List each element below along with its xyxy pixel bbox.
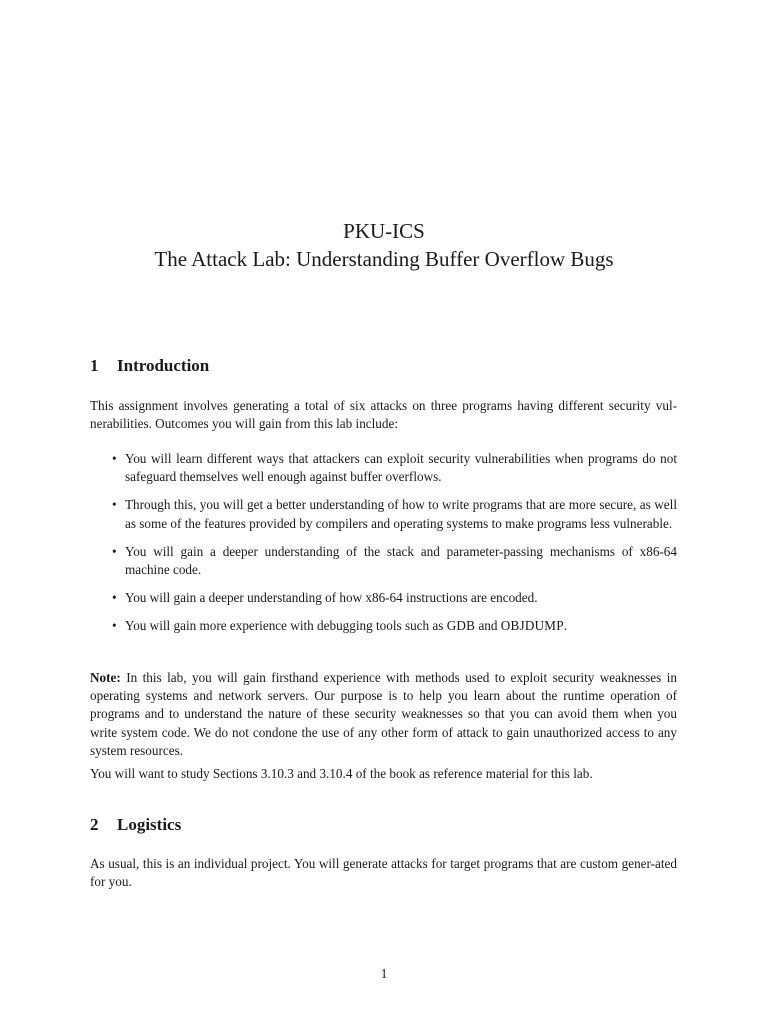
section-title: Logistics <box>117 815 182 834</box>
course-name: PKU-ICS <box>343 219 425 243</box>
list-item <box>112 543 677 579</box>
list-item <box>112 617 677 635</box>
list-item <box>112 589 677 607</box>
outcomes-list <box>112 450 677 636</box>
list-item-text: You will gain a deeper understanding of how x86-64 instructions are encoded. <box>125 590 538 606</box>
bullet-icon: • <box>112 618 117 634</box>
document-title <box>0 217 768 273</box>
bullet-icon: • <box>112 543 117 559</box>
study-paragraph: You will want to study Sections 3.10.3 and 3.10.4 of the book as reference material for this lab. <box>90 766 593 781</box>
note-label: Note: <box>90 670 121 685</box>
list-item-text: You will learn different ways that attackers can exploit security vulnerabilities when programs do not safeguard themselves well enough against buffer overflows. <box>125 451 677 485</box>
list-item-text-end: . <box>563 618 568 634</box>
intro-paragraph: This assignment involves generating a total of six attacks on three programs having different security vul-nerabilities. Outcomes you will gain from this lab include: <box>90 398 677 432</box>
bullet-icon: • <box>112 497 117 513</box>
logistics-paragraph: As usual, this is an individual project. You will generate attacks for target programs that are custom gener-ated for you. <box>90 856 677 890</box>
list-item-text: You will gain more experience with debugging tools such as <box>125 618 447 634</box>
section-title: Introduction <box>117 356 210 375</box>
section-number: 1 <box>90 356 99 375</box>
list-item <box>112 450 677 486</box>
lab-title: The Attack Lab: Understanding Buffer Overflow Bugs <box>154 247 614 271</box>
section-number: 2 <box>90 815 99 834</box>
list-item-text: You will gain a deeper understanding of the stack and parameter-passing mechanisms of x86-64 machine code. <box>125 543 677 578</box>
tool-name-objdump: OBJDUMP <box>500 618 564 634</box>
list-item <box>112 496 677 532</box>
note-text: In this lab, you will gain firsthand experience with methods used to exploit security weaknesses in operating systems and network servers. Our purpose is to help you learn about the runtime operation of programs and to understand the nature of these security weaknesses so that you can avoid them when you write system code. We do not condone the use of any other form of attack to gain unauthorized access to any system resources. <box>90 670 677 758</box>
note-paragraph <box>90 669 677 760</box>
tool-name-gdb: GDB <box>446 618 476 634</box>
bullet-icon: • <box>112 590 117 606</box>
section-heading-introduction <box>90 355 209 377</box>
bullet-icon: • <box>112 451 117 466</box>
list-item-text: Through this, you will get a better understanding of how to write programs that are more secure, as well as some of the features provided by compilers and operating systems to make programs less vulnerable. <box>125 497 677 531</box>
section-heading-logistics <box>90 814 181 836</box>
page-number: 1 <box>380 966 388 981</box>
list-item-text-joiner: and <box>475 618 501 634</box>
